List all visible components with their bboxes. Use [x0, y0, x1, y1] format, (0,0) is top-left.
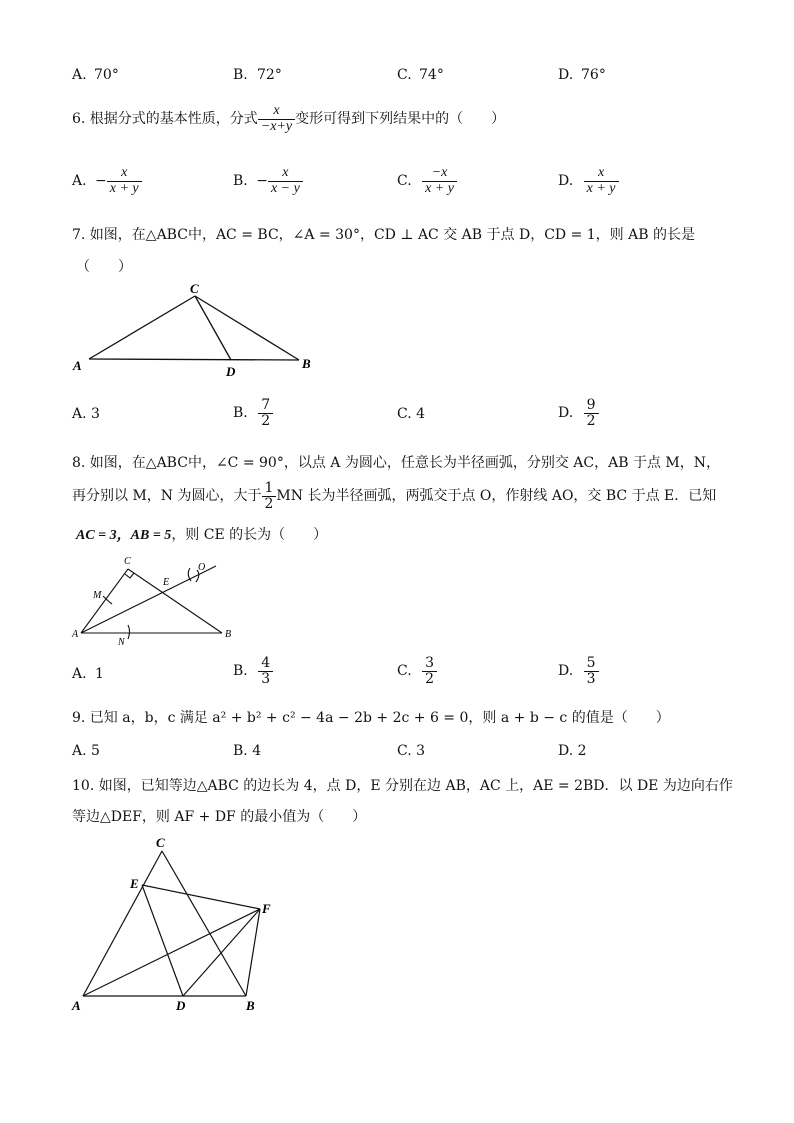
q10-side-ac: [83, 851, 162, 996]
q5-option-c: C.: [397, 67, 412, 83]
q6-option-b-den: x − y: [268, 181, 303, 197]
q5-option-d: D.: [558, 67, 574, 83]
q7-option-b-num: 7: [261, 397, 271, 413]
q5-option-b-text: 72°: [257, 67, 282, 83]
q8-label-o: O: [198, 562, 206, 573]
q8-half-num: 1: [264, 480, 274, 496]
q6-option-b-letter: B.: [233, 173, 248, 190]
q8-option-b-num: 4: [261, 655, 271, 671]
q8-label-a: A: [72, 629, 79, 640]
q6-frac-num: x: [273, 103, 280, 118]
q10-label-e: E: [130, 876, 139, 891]
q8-option-a-letter: A.: [72, 666, 87, 682]
question-10-line-1: 10. 如图，已知等边△ABC 的边长为 4，点 D，E 分别在边 AB，AC 上，AE = 2BD．以 DE 为边向右作: [72, 778, 733, 794]
question-7-stem: 7. 如图，在△ABC中，AC = BC，∠A = 30°，CD ⊥ AC 交 AB 于点 D，CD = 1，则 AB 的长是: [72, 227, 695, 243]
q8-option-c-den: 2: [422, 671, 437, 687]
q10-segment-af: [83, 909, 260, 996]
question-8-line-1: 8. 如图，在△ABC中，∠C = 90°，以点 A 为圆心，任意长为半径画弧，分别交 AC，AB 于点 M，N，: [72, 455, 720, 471]
q7-option-c: C. 4: [397, 406, 426, 422]
q6-frac-den: −x+y: [258, 119, 295, 135]
q6-option-c-num: −x: [431, 165, 448, 180]
q5-option-a-text: 70°: [94, 67, 119, 83]
q6-option-b-sign: −: [256, 173, 268, 190]
q6-option-a-letter: A.: [72, 173, 87, 190]
q6-option-a-den: x + y: [107, 181, 142, 197]
q6-stem-post: 变形可得到下列结果中的（ ）: [295, 111, 506, 128]
q8-option-c-num: 3: [425, 655, 435, 671]
q8-label-c: C: [124, 556, 131, 567]
q10-segment-ef: [142, 885, 260, 909]
question-7-paren: （ ）: [76, 259, 132, 275]
q8-option-a-text: 1: [95, 666, 104, 682]
q5-option-a: A.: [72, 67, 87, 83]
q6-option-b-num: x: [282, 165, 289, 180]
q8-label-b: B: [225, 629, 232, 640]
q8-label-n: N: [118, 637, 125, 648]
q7-option-b-den: 2: [258, 413, 273, 429]
q7-label-b: B: [302, 356, 311, 371]
q9-option-b: B. 4: [233, 743, 262, 759]
q10-label-a: A: [72, 998, 81, 1013]
q6-option-d-den: x + y: [584, 181, 619, 197]
q8-given-values: AC = 3，AB = 5: [76, 528, 172, 543]
q8-line3-post: ，则 CE 的长为（ ）: [171, 527, 328, 543]
q6-option-c-letter: C.: [397, 173, 412, 190]
q6-stem-pre: 6. 根据分式的基本性质，分式: [72, 111, 258, 128]
q6-option-a-sign: −: [95, 173, 107, 190]
q9-option-c: C. 3: [397, 743, 426, 759]
q8-option-b-den: 3: [258, 671, 273, 687]
q7-label-c: C: [190, 281, 199, 296]
q10-label-b: B: [246, 998, 255, 1013]
q8-line2-post: MN 长为半径画弧，两弧交于点 O，作射线 AO，交 BC 于点 E．已知: [276, 488, 717, 505]
q8-option-d-letter: D.: [558, 663, 574, 680]
q9-option-d: D. 2: [558, 743, 587, 759]
q5-option-b: B.: [233, 67, 248, 83]
question-10-line-2: 等边△DEF，则 AF + DF 的最小值为（ ）: [72, 809, 367, 825]
q8-label-m: M: [93, 590, 102, 601]
question-9-stem: 9. 已知 a，b，c 满足 a² + b² + c² − 4a − 2b + 2c + 6 = 0，则 a + b − c 的值是（ ）: [72, 710, 670, 726]
q5-option-d-text: 76°: [581, 67, 606, 83]
q9-option-a: A. 5: [72, 743, 100, 759]
q8-option-d-den: 3: [584, 671, 599, 687]
q6-option-d-letter: D.: [558, 173, 574, 190]
q7-option-d-letter: D.: [558, 405, 574, 422]
q7-option-a: A. 3: [72, 406, 100, 422]
q10-label-d: D: [176, 998, 186, 1013]
q8-label-e: E: [163, 577, 170, 588]
q6-option-a-num: x: [121, 165, 128, 180]
q5-option-c-text: 74°: [419, 67, 444, 83]
q7-option-d-den: 2: [584, 413, 599, 429]
q7-option-b-letter: B.: [233, 405, 248, 422]
q10-label-c: C: [156, 835, 165, 850]
q8-option-b-letter: B.: [233, 663, 248, 680]
q8-half-den: 2: [262, 496, 277, 512]
q7-label-d: D: [226, 364, 236, 379]
q10-segment-ed: [142, 885, 183, 996]
q7-label-a: A: [73, 358, 82, 373]
q8-line2-pre: 再分别以 M，N 为圆心，大于: [72, 488, 262, 505]
q10-label-f: F: [262, 901, 271, 916]
q6-option-d-num: x: [597, 165, 605, 180]
q8-option-d-num: 5: [586, 655, 596, 671]
q7-option-d-num: 9: [586, 397, 596, 413]
q8-option-c-letter: C.: [397, 663, 412, 680]
q6-option-c-den: x + y: [422, 181, 457, 197]
